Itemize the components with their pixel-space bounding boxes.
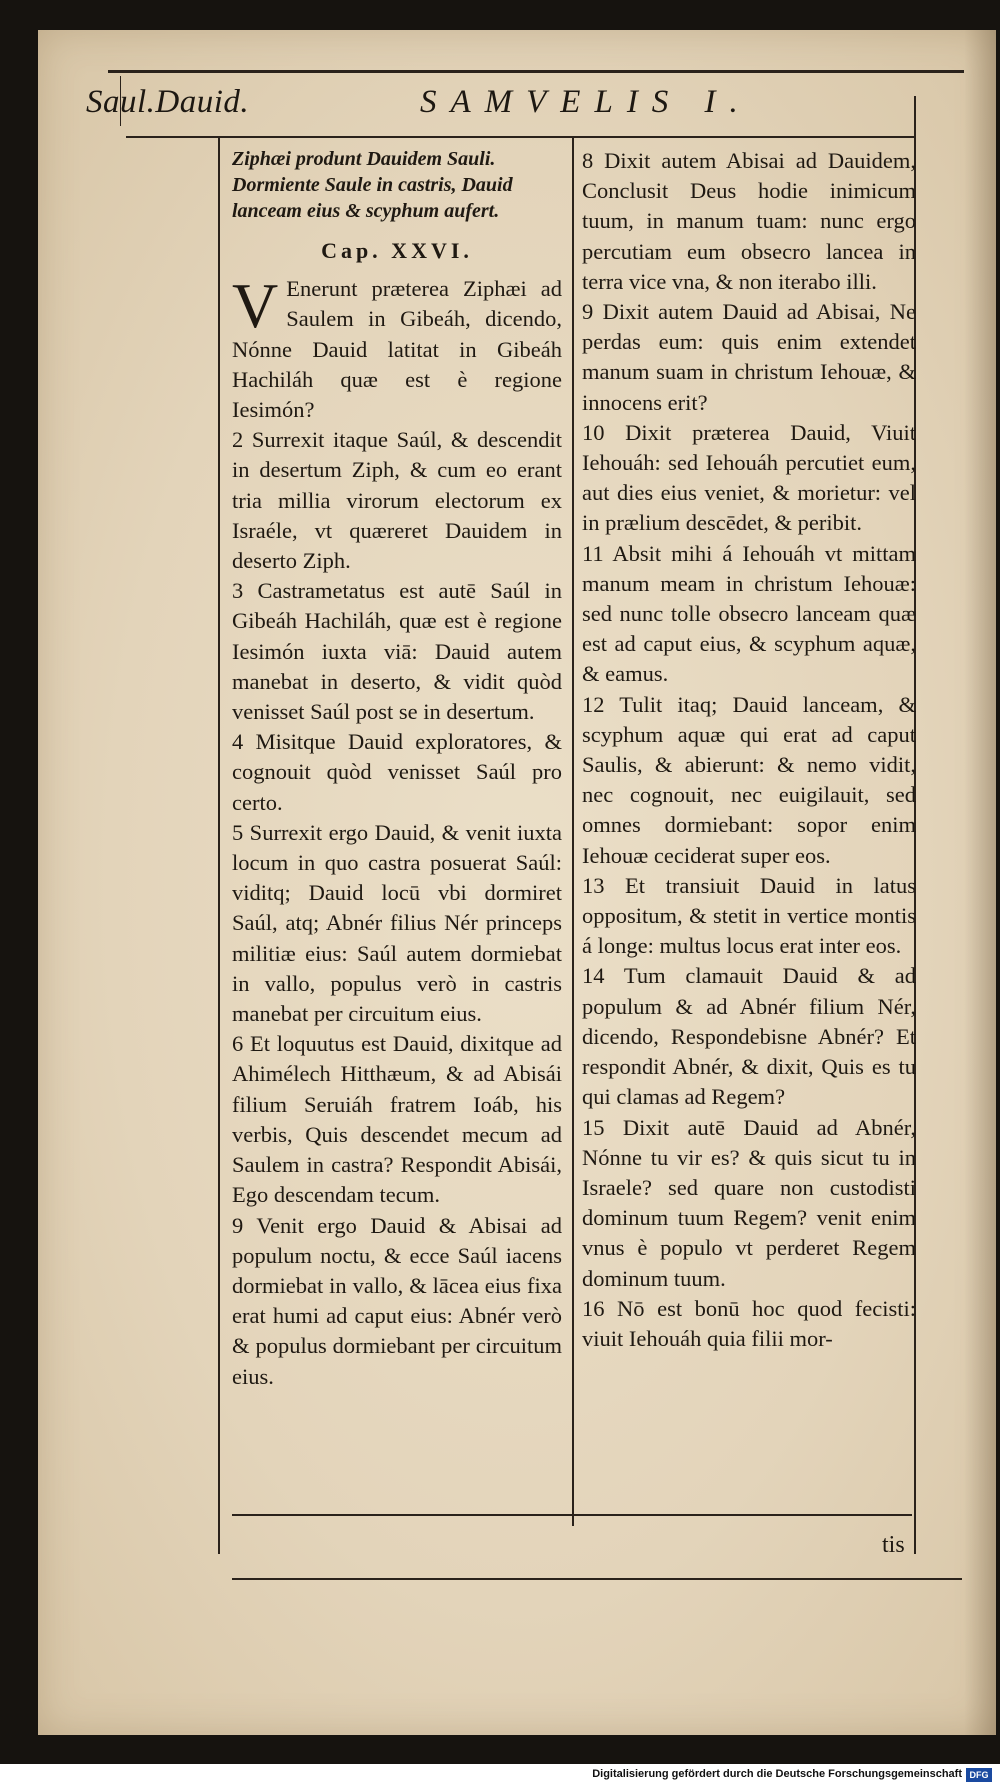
header-bottom-rule (126, 136, 916, 138)
verse-2: 2 Surrexit itaque Saúl, & descendit in desertum Ziph, & cum eo erant tria millia virorum electorum ex Israéle, vt quæreret Dauidem in deserto Ziph. (232, 427, 562, 574)
verse-text: Enerunt præterea Ziphæi ad Saulem in Gibeáh, dicendo, Nónne Dauid latitat in Gibeáh Hachiláh quæ est è regione Iesimón? (232, 276, 562, 423)
verse-12: 12 Tulit itaq; Dauid lanceam, & scyphum aquæ qui erat ad caput Saulis, & abierunt: & nemo vidit, nec cognouit, nec euigilauit, sed omnes dormiebant: sopor enim Iehouæ ceciderat super eos. (582, 691, 916, 868)
verse-13: 13 Et transiuit Dauid in latus oppositum, & stetit in vertice montis á longe: multus locus erat inter eos. (582, 872, 916, 959)
chapter-summary: Ziphæi produnt Dauidem Sauli. Dormiente Saule in castris, Dauid lanceam eius & scyphum aufert. (232, 148, 513, 222)
frame-left-rule (218, 136, 220, 1554)
verse-7: 9 Venit ergo Dauid & Abisai ad populum noctu, & ecce Saúl iacens dormiebat in vallo, & lācea eius fixa erat humi ad caput eius: Abnér verò & populus dormiebant per circuitum eius. (232, 1212, 562, 1389)
verse-6: 6 Et loquutus est Dauid, dixitque ad Ahimélech Hitthæum, & ad Abisái filium Seruiáh fratrem Ioáb, his verbis, Quis descendet mecum ad Saulem in castra? Respondit Abisái, Ego descendam tecum. (232, 1031, 562, 1208)
left-column (232, 146, 562, 1392)
paragraph-1 (232, 270, 562, 425)
column-divider-rule (572, 136, 574, 1526)
header-top-rule (108, 70, 964, 73)
running-head-title: SAMVELIS I. (420, 84, 752, 120)
verse-16: 16 Nō est bonū hoc quod fecisti: viuit Iehouáh quia filii mor- (582, 1295, 916, 1351)
verse-14: 14 Tum clamauit Dauid & ad populum & ad Abnér filium Nér, dicendo, Respondebisne Abnér? Et respondit Abnér, & dixit, Quis es tu qui clamas ad Regem? (582, 963, 916, 1110)
digitization-credit: Digitalisierung gefördert durch die Deutsche Forschungsgemeinschaft (592, 1768, 962, 1780)
verse-10: 10 Dixit præterea Dauid, Viuit Iehouáh: sed Iehouáh percutiet eum, aut dies eius veniet, & morietur: vel in prælium descēdet, & peribit. (582, 419, 916, 536)
running-head-left: Saul.Dauid. (86, 84, 250, 120)
verse-5: 5 Surrexit ergo Dauid, & venit iuxta locum in quo castra posuerat Saúl: viditq; Dauid locū vbi dormiret Saúl, atq; Abnér filius Nér princeps militiæ eius: Saúl autem dormiebat in vallo, populus verò in castris manebat per circuitum eius. (232, 819, 562, 1027)
verse-11: 11 Absit mihi á Iehouáh vt mittam manum meam in christum Iehouæ: sed nunc tolle obsecro lanceam quæ est ad caput eius, & scyphum aquæ, & eamus. (582, 540, 916, 687)
verse-4: 4 Misitque Dauid exploratores, & cognouit quòd venisset Saúl pro certo. (232, 729, 562, 815)
verse-8: 8 Dixit autem Abisai ad Dauidem, Conclusit Deus hodie inimicum tuum, in manum tuam: nunc ergo percutiam eum obsecro lancea in terra vice vna, & non iterabo illi. (582, 148, 916, 294)
dfg-logo-icon: DFG (966, 1768, 992, 1782)
verse-3: 3 Castrametatus est autē Saúl in Gibeáh Hachiláh, quæ est è regione Iesimón iuxta viā: Dauid autem manebat in deserto, & vidit quòd venisset Saúl post se in desertum. (232, 578, 562, 725)
chapter-heading: Cap. XXVI. (321, 238, 473, 263)
drop-cap: V (232, 270, 279, 342)
footer-rule (232, 1578, 962, 1580)
verse-9: 9 Dixit autem Dauid ad Abisai, Ne perdas eum: quis enim extendet manum suam in christum Iehouæ, & innocens erit? (582, 299, 916, 415)
verse-15: 15 Dixit autē Dauid ad Abnér, Nónne tu vir es? & quis sicut tu in Israele? sed quare non custodisti dominum tuum Regem? venit enim vnus è populo vt perderet Regem dominum tuum. (582, 1114, 916, 1291)
catchword: tis (882, 1532, 905, 1558)
text-bottom-rule (232, 1514, 912, 1516)
right-column (582, 146, 916, 1354)
page-edge-shadow (964, 30, 996, 1735)
